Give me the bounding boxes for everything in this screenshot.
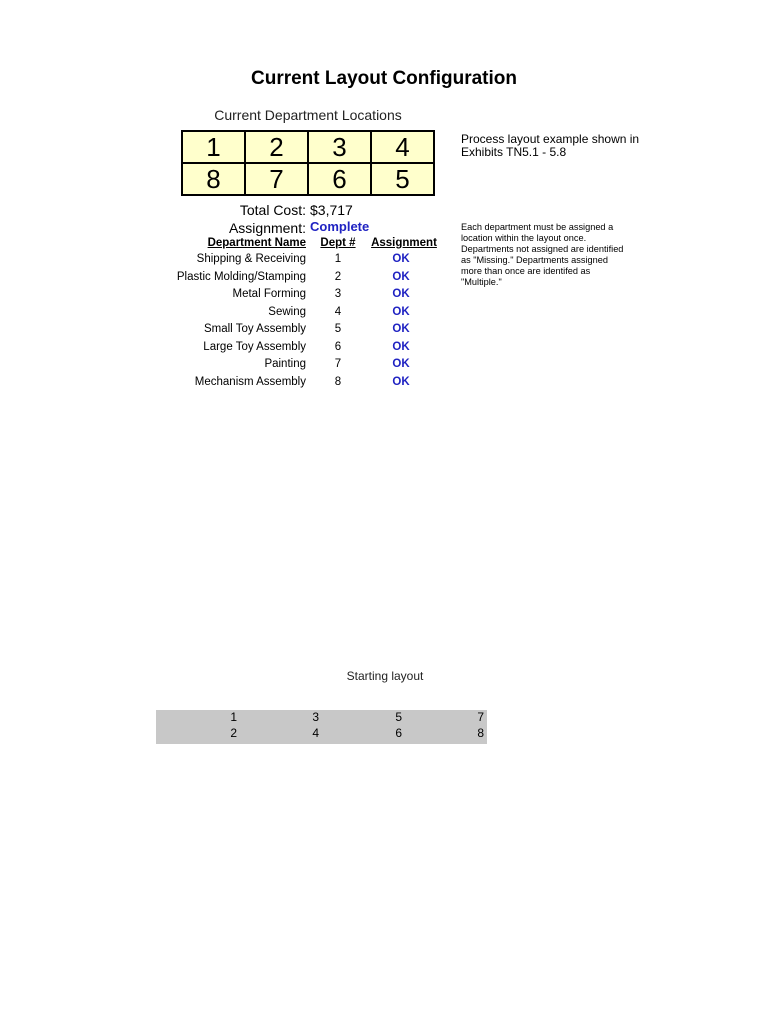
table-row: [150, 323, 450, 341]
grid-title: Current Department Locations: [214, 107, 402, 123]
department-name: Mechanism Assembly: [194, 375, 306, 388]
total-cost-value: $3,717: [310, 202, 353, 218]
starting-layout-title: Starting layout: [346, 669, 424, 683]
table-row: [150, 376, 450, 394]
header-assignment: Assignment: [371, 237, 437, 249]
header-dept-number: Dept #: [320, 237, 356, 249]
department-number: 4: [334, 305, 342, 318]
table-cell: 4: [312, 726, 319, 740]
department-number: 1: [334, 253, 342, 265]
table-row: [150, 358, 450, 376]
table-cell: 8: [477, 726, 484, 740]
table-row: [150, 253, 450, 271]
grid-cell[interactable]: 2: [246, 132, 307, 162]
department-name: Shipping & Receiving: [196, 253, 306, 265]
department-name: Small Toy Assembly: [203, 323, 306, 335]
grid-cell[interactable]: 4: [372, 132, 433, 162]
grid-cell[interactable]: 6: [309, 164, 370, 194]
page-title: Current Layout Configuration: [251, 68, 517, 89]
department-name: Painting: [264, 358, 306, 370]
department-number: 8: [334, 375, 342, 388]
table-row: [156, 710, 487, 726]
grid-cell[interactable]: 7: [246, 164, 307, 194]
assignment-label: Assignment:: [228, 220, 306, 236]
instructions-note: Each department must be assigned a location within the layout once. Departments not assigned are identified as "Missing." Departments assigned more than once are identifed as "Multiple.": [461, 222, 624, 287]
table-cell: 7: [477, 710, 484, 724]
department-table: [150, 253, 450, 393]
grid-cell[interactable]: 1: [183, 132, 244, 162]
department-number: 3: [334, 288, 342, 300]
department-number: 5: [334, 323, 342, 335]
department-number: 2: [334, 270, 342, 283]
department-name: Metal Forming: [232, 288, 306, 300]
assignment-status: OK: [392, 340, 410, 353]
department-location-grid: [181, 130, 435, 196]
department-name: Sewing: [268, 305, 306, 318]
table-row: [150, 341, 450, 359]
assignment-status: OK: [392, 358, 410, 370]
header-department-name: Department Name: [207, 237, 306, 249]
assignment-status: OK: [392, 375, 410, 388]
table-cell: 6: [395, 726, 402, 740]
assignment-status: OK: [392, 270, 410, 283]
assignment-status: OK: [392, 288, 410, 300]
assignment-status: OK: [392, 253, 410, 265]
grid-cell[interactable]: 5: [372, 164, 433, 194]
table-row: [150, 271, 450, 289]
table-cell: 1: [230, 710, 237, 724]
table-cell: 3: [312, 710, 319, 724]
table-row: [150, 288, 450, 306]
grid-cell[interactable]: 8: [183, 164, 244, 194]
exhibit-note: Process layout example shown in Exhibits TN5.1 - 5.8: [461, 132, 640, 159]
assignment-status: Complete: [310, 219, 370, 234]
assignment-status: OK: [392, 323, 410, 335]
starting-layout-table: [156, 710, 487, 744]
table-row: [156, 726, 487, 742]
department-name: Large Toy Assembly: [203, 340, 306, 353]
department-number: 6: [334, 340, 342, 353]
department-name: Plastic Molding/Stamping: [176, 270, 306, 283]
table-cell: 5: [395, 710, 402, 724]
assignment-status: OK: [392, 305, 410, 318]
table-row: [150, 306, 450, 324]
department-number: 7: [334, 358, 342, 370]
grid-cell[interactable]: 3: [309, 132, 370, 162]
table-cell: 2: [230, 726, 237, 740]
total-cost-label: Total Cost:: [239, 202, 306, 218]
